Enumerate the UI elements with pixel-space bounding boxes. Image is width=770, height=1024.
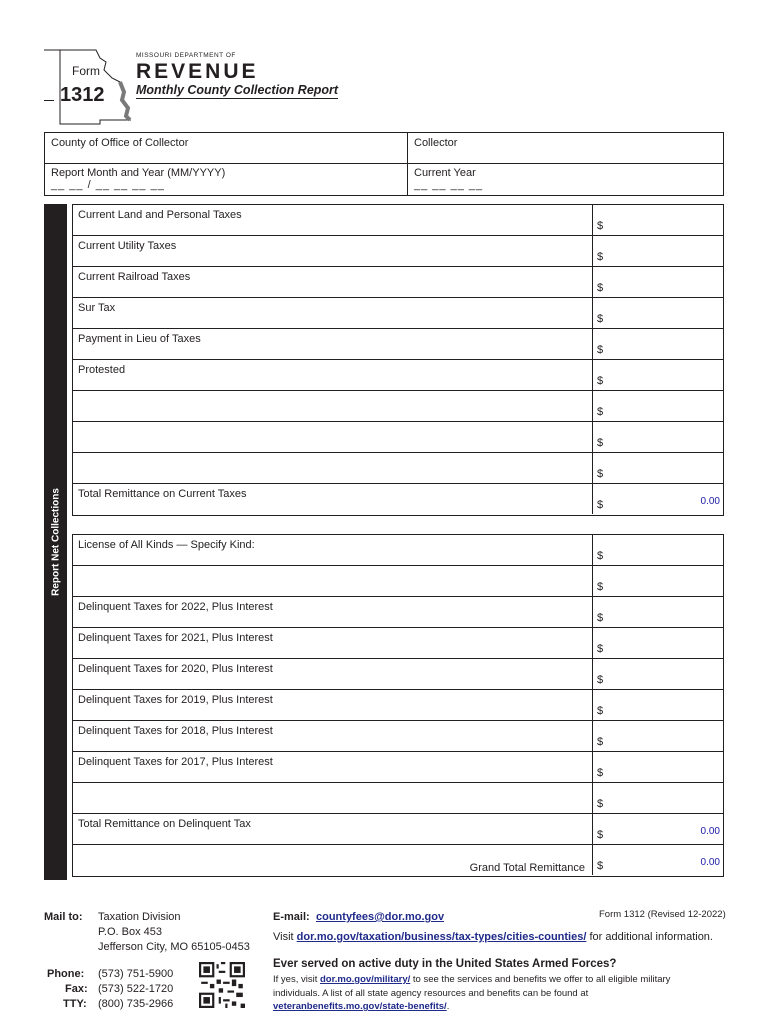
dollar-sign: $	[597, 406, 604, 418]
dollar-sign: $	[597, 313, 604, 325]
cities-counties-link[interactable]: dor.mo.gov/taxation/business/tax-types/cities-counties/	[296, 931, 587, 943]
current-taxes-table	[72, 204, 724, 516]
dollar-sign: $	[597, 736, 604, 748]
form-number: 1312	[60, 84, 105, 106]
revenue-logo: REVENUE	[136, 60, 259, 83]
amount-value: 0.00	[700, 826, 720, 837]
phone-number: (573) 751-5900	[98, 968, 174, 980]
address-line-1: Taxation Division	[98, 911, 181, 923]
dollar-sign: $	[597, 674, 604, 686]
table-row	[73, 752, 723, 783]
dollar-sign: $	[597, 550, 604, 562]
table-row	[73, 360, 723, 391]
amount-field[interactable]	[592, 628, 724, 658]
form-word: Form	[72, 64, 100, 78]
tty-label: TTY:	[63, 998, 87, 1010]
month-year-blank: __ __ / __ __ __ __	[51, 179, 165, 191]
form-number-dash	[44, 100, 54, 101]
table-row	[73, 236, 723, 267]
row-label: Delinquent Taxes for 2019, Plus Interest	[78, 694, 273, 706]
amount-value: 0.00	[700, 857, 720, 868]
visit-suffix: for additional information.	[589, 931, 713, 943]
amount-value: 0.00	[700, 496, 720, 507]
table-row	[73, 535, 723, 566]
address-line-2: P.O. Box 453	[98, 926, 163, 938]
dollar-sign: $	[597, 220, 604, 232]
amount-field[interactable]	[592, 298, 724, 328]
email-label: E-mail:	[273, 911, 310, 923]
county-field[interactable]	[45, 133, 194, 153]
report-info-box	[44, 132, 724, 196]
amount-field[interactable]	[592, 484, 724, 514]
military-line-1	[273, 974, 670, 985]
row-label: License of All Kinds — Specify Kind:	[78, 539, 255, 551]
dollar-sign: $	[597, 767, 604, 779]
amount-field[interactable]	[592, 236, 724, 266]
row-label: Grand Total Remittance	[469, 862, 585, 874]
amount-field[interactable]	[592, 597, 724, 627]
row-label: Total Remittance on Delinquent Tax	[78, 818, 251, 830]
table-row	[73, 628, 723, 659]
table-row	[73, 453, 723, 484]
amount-field[interactable]	[592, 690, 724, 720]
table-row	[73, 391, 723, 422]
amount-field[interactable]	[592, 329, 724, 359]
dollar-sign: $	[597, 829, 604, 841]
collector-field[interactable]	[408, 133, 463, 153]
table-row	[73, 659, 723, 690]
dollar-sign: $	[597, 705, 604, 717]
amount-field[interactable]	[592, 566, 724, 596]
month-year-label: Report Month and Year (MM/YYYY)	[51, 167, 226, 179]
dollar-sign: $	[597, 282, 604, 294]
military-link[interactable]: dor.mo.gov/military/	[319, 974, 411, 985]
military-line-1-suffix: to see the services and benefits we offer to all eligible military	[412, 974, 671, 985]
email-link[interactable]: countyfees@dor.mo.gov	[316, 911, 445, 923]
footer	[0, 900, 770, 1024]
amount-field[interactable]	[592, 422, 724, 452]
form-revision: Form 1312 (Revised 12-2022)	[599, 909, 726, 920]
table-row	[73, 205, 723, 236]
current-year-field[interactable]	[408, 163, 489, 195]
amount-field[interactable]	[592, 267, 724, 297]
dollar-sign: $	[597, 860, 604, 872]
tty-number: (800) 735-2966	[98, 998, 174, 1010]
row-label: Protested	[78, 364, 126, 376]
row-label: Delinquent Taxes for 2017, Plus Interest	[78, 756, 273, 768]
row-label: Delinquent Taxes for 2020, Plus Interest	[78, 663, 273, 675]
table-row	[73, 690, 723, 721]
veteran-benefits-link[interactable]: veteranbenefits.mo.gov/state-benefits/	[273, 1001, 447, 1012]
military-heading: Ever served on active duty in the United States Armed Forces?	[273, 958, 617, 970]
row-label: Delinquent Taxes for 2022, Plus Interest	[78, 601, 273, 613]
row-label: Total Remittance on Current Taxes	[78, 488, 247, 500]
month-year-field[interactable]	[45, 163, 231, 195]
dollar-sign: $	[597, 798, 604, 810]
form-title: Monthly County Collection Report	[136, 83, 339, 97]
dollar-sign: $	[597, 612, 604, 624]
amount-field[interactable]	[592, 535, 724, 565]
row-label: Current Railroad Taxes	[78, 271, 191, 283]
table-row	[73, 566, 723, 597]
table-row	[73, 484, 723, 515]
row-label: Current Utility Taxes	[78, 240, 177, 252]
dollar-sign: $	[597, 468, 604, 480]
military-line-3	[273, 1001, 449, 1012]
fax-number: (573) 522-1720	[98, 983, 174, 995]
phone-label: Phone:	[47, 968, 85, 980]
address-line-3: Jefferson City, MO 65105-0453	[98, 941, 250, 953]
row-label: Sur Tax	[78, 302, 116, 314]
amount-field[interactable]	[592, 845, 724, 875]
table-row	[73, 422, 723, 453]
side-band-label: Report Net Collections	[50, 488, 61, 596]
table-row	[73, 597, 723, 628]
table-row	[73, 783, 723, 814]
row-label: Delinquent Taxes for 2021, Plus Interest	[78, 632, 273, 644]
current-year-label: Current Year	[414, 167, 476, 179]
visit-line	[273, 931, 713, 943]
military-line-2: individuals. A list of all state agency resources and benefits can be found at	[273, 988, 589, 999]
table-row	[73, 814, 723, 845]
collector-label: Collector	[414, 137, 458, 149]
amount-field[interactable]	[592, 453, 724, 483]
amount-field[interactable]	[592, 752, 724, 782]
military-line-3-suffix: .	[446, 1001, 450, 1012]
delinquent-taxes-table	[72, 534, 724, 877]
military-line-1-prefix: If yes, visit	[273, 974, 318, 985]
dollar-sign: $	[597, 375, 604, 387]
table-row	[73, 329, 723, 360]
fax-label: Fax:	[65, 983, 88, 995]
dollar-sign: $	[597, 437, 604, 449]
current-year-blank: __ __ __ __	[414, 179, 484, 191]
department-label: MISSOURI DEPARTMENT OF	[136, 52, 236, 59]
dollar-sign: $	[597, 344, 604, 356]
row-label: Delinquent Taxes for 2018, Plus Interest	[78, 725, 273, 737]
dollar-sign: $	[597, 251, 604, 263]
table-row	[73, 267, 723, 298]
amount-field[interactable]	[592, 659, 724, 689]
amount-field[interactable]	[592, 360, 724, 390]
amount-field[interactable]	[592, 783, 724, 813]
form-header	[40, 44, 360, 126]
table-row	[73, 845, 723, 876]
amount-field[interactable]	[592, 721, 724, 751]
amount-field[interactable]	[592, 391, 724, 421]
dollar-sign: $	[597, 581, 604, 593]
table-row	[73, 721, 723, 752]
county-label: County of Office of Collector	[51, 137, 189, 149]
row-label: Current Land and Personal Taxes	[78, 209, 242, 221]
qr-code-icon	[199, 962, 245, 1008]
row-label: Payment in Lieu of Taxes	[78, 333, 201, 345]
mail-to-label: Mail to:	[44, 911, 83, 923]
visit-prefix: Visit	[273, 931, 294, 943]
dollar-sign: $	[597, 499, 604, 511]
amount-field[interactable]	[592, 814, 724, 844]
dollar-sign: $	[597, 643, 604, 655]
table-row	[73, 298, 723, 329]
amount-field[interactable]	[592, 205, 724, 235]
